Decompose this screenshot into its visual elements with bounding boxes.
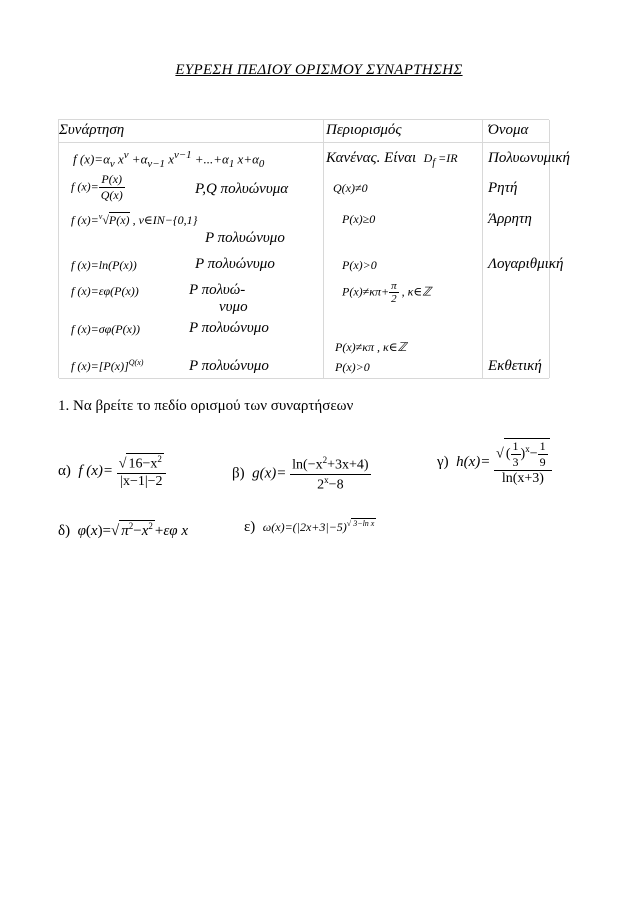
definition-table (58, 119, 570, 378)
row-4-condition: P(x)>0 (342, 258, 377, 272)
row-2-condition: Q(x)≠0 (333, 181, 368, 195)
exercise-a: α) f (x)= $\frac{√ 16-x^2}{|x-1|-2}$ (58, 453, 166, 490)
exercise-c: γ) h(x)= √ ( $\frac{1}{3}$ )$^x$− $\frac{1}{9}$ ln(x+3) (437, 438, 552, 487)
exercise-prompt: 1. Να βρείτε το πεδίο ορισμού των συναρτήσεων (58, 398, 354, 414)
row-2-name: Ρητή (488, 180, 518, 196)
row-1-name: Πολυωνυμική (488, 150, 570, 166)
row-5-function: f (x)=εφ(P(x)) (71, 284, 139, 298)
row-6-note: P πολυώνυμο (189, 320, 269, 336)
row-1-condition: Κανένας. Είναι $D_f =IR$ (326, 150, 458, 169)
row-5-note: P πολυώ- νυμο (189, 282, 248, 315)
row-4-note: P πολυώνυμο (195, 256, 275, 272)
exercise-d: δ) φ(x)=√ $\pi^2-x^2 +\varepsilon\varphi$ x (58, 521, 188, 539)
row-7-function: f $(x)=[P(x)]^{Q(x)}$ (71, 358, 144, 373)
row-2-function: f (x)= $\frac{P(x)}{Q(x)}$ (71, 172, 123, 202)
exercise-e: ε) $\omega(x)=(|2x+3|-5)^{√ 3-ln x}$ (244, 519, 375, 535)
row-3-note: P πολυώνυμο (205, 230, 285, 246)
row-7-note: P πολυώνυμο (189, 358, 269, 374)
row-7-condition: P(x)>0 (335, 360, 370, 374)
page-title: ΕΥΡΕΣΗ ΠΕΔΙΟΥ ΟΡΙΣΜΟΥ ΣΥΝΑΡΤΗΣΗΣ (175, 62, 463, 78)
row-4-name: Λογαριθμική (488, 256, 564, 272)
row-5-condition: P(x)≠κπ+ $\frac{\pi}{2}$ , κ∈ℤ (342, 280, 432, 305)
row-4-function: f (x)=ln(P(x)) (71, 258, 137, 272)
header-restriction: Περιορισμός (326, 122, 402, 138)
row-6-function: f (x)=σφ(P(x)) (71, 322, 140, 336)
row-3-condition: P(x)≥0 (342, 212, 376, 226)
row-3-name: Άρρητη (488, 211, 532, 227)
row-2-note: P,Q πολυώνυμα (195, 181, 289, 197)
header-function: Συνάρτηση (59, 122, 125, 138)
row-3-function: f (x)=$^\nu$√P(x) , ν∈IN−{0,1} (71, 212, 198, 227)
header-name: Όνομα (488, 122, 529, 138)
row-6-condition: P(x)≠κπ , κ∈ℤ (335, 340, 407, 354)
row-1-function: f $(x)=\alpha_\nu$ $x^\nu +\alpha_{\nu-1}$ $x^{\nu-1} +...+\alpha_1$ $x+\alpha_0$ (73, 149, 265, 170)
exercise-b: β) g(x)= $\frac{\ln(-x^2+3x+4)}{2^x-8}$ (232, 455, 369, 493)
row-7-name: Εκθετική (488, 358, 542, 374)
